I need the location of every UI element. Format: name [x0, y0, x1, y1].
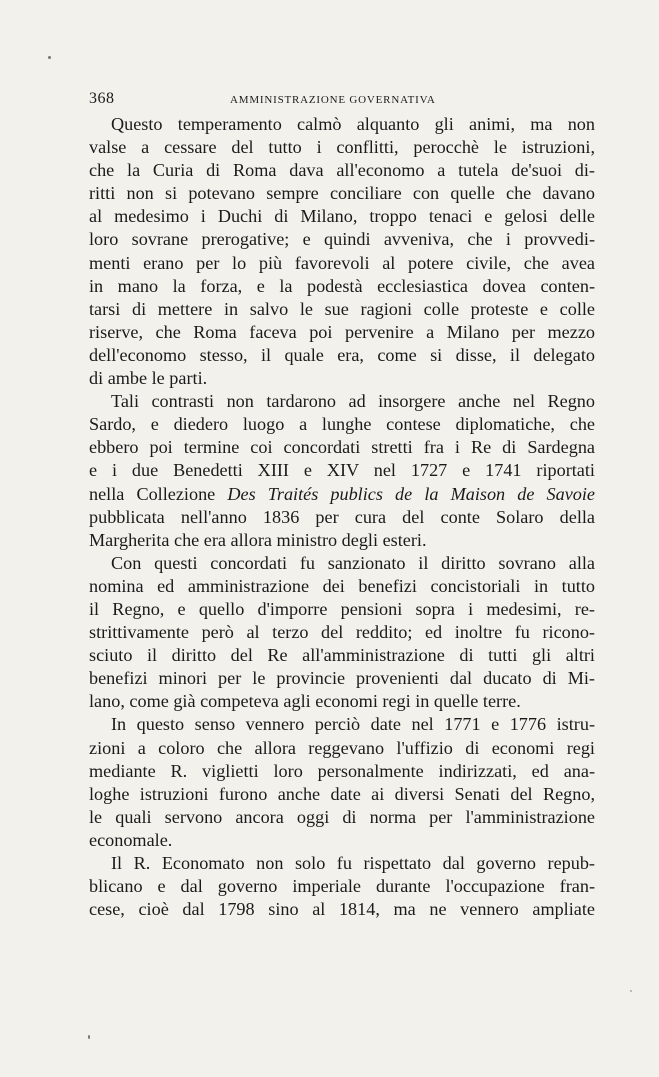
- text-line: Margherita che era allora ministro degli esteri.: [89, 529, 427, 550]
- paper-speck: [630, 990, 632, 992]
- page-number: 368: [89, 90, 115, 107]
- paper-speck: [88, 1035, 90, 1039]
- text-line: in mano la forza, e la podestà ecclesiastica dovea conten-: [89, 275, 595, 296]
- text-line: ebbero poi termine coi concordati stretti fra i Re di Sardegna: [89, 437, 595, 458]
- text-line: Il R. Economato non solo fu rispettato dal governo repub-: [111, 853, 595, 873]
- text-line: lano, come già competeva agli economi regi in quelle terre.: [89, 691, 521, 712]
- text-line: menti erano per lo più favorevoli al potere civile, che avea: [89, 252, 595, 273]
- book-title: Des Traités publics de la Maison de Savoie: [227, 483, 595, 504]
- text-line: Sardo, e diedero luogo a lunghe contese diplomatiche, che: [89, 414, 595, 435]
- text-line: riserve, che Roma faceva poi pervenire a Milano per mezzo: [89, 321, 595, 342]
- text-line: mediante R. viglietti loro personalmente indirizzati, ed ana-: [89, 760, 595, 781]
- text-line: sciuto il diritto del Re all'amministrazione di tutti gli altri: [89, 645, 595, 666]
- text-line: di ambe le parti.: [89, 368, 208, 389]
- text-line: valse a cessare del tutto i conflitti, perocchè le istruzioni,: [89, 137, 595, 158]
- text-line: ritti non si potevano sempre conciliare con quelle che davano: [89, 183, 595, 204]
- text-line: benefizi minori per le provincie provenienti dal ducato di Mi-: [89, 668, 595, 689]
- text-line: pubblicata nell'anno 1836 per cura del conte Solaro della: [89, 506, 595, 527]
- text-line: nomina ed amministrazione dei benefizi concistoriali in tutto: [89, 575, 595, 596]
- text-line: al medesimo i Duchi di Milano, troppo tenaci e gelosi delle: [89, 206, 595, 227]
- page-header: [89, 90, 595, 108]
- text-line-with-title: [89, 483, 595, 506]
- text-line: economale.: [89, 829, 173, 850]
- text-line: e i due Benedetti XIII e XIV nel 1727 e 1741 riportati: [89, 460, 595, 481]
- text-line: tarsi di mettere in salvo le sue ragioni colle proteste e colle: [89, 298, 595, 319]
- text-line: dell'economo stesso, il quale era, come si disse, il delegato: [89, 344, 595, 365]
- paper-speck: [48, 56, 51, 59]
- text-line: blicano e dal governo imperiale durante l'occupazione fran-: [89, 876, 595, 897]
- text-line: cese, cioè dal 1798 sino al 1814, ma ne vennero ampliate: [89, 899, 595, 920]
- text-line: il Regno, e quello d'imporre pensioni sopra i medesimi, re-: [89, 598, 595, 619]
- running-head: AMMINISTRAZIONE GOVERNATIVA: [230, 94, 436, 106]
- text-line: loro sovrane prerogative; e quindi avveniva, che i provvedi-: [89, 229, 595, 250]
- text-line: Tali contrasti non tardarono ad insorgere anche nel Regno: [111, 391, 595, 412]
- text-line: strittivamente però al terzo del reddito; ed inoltre fu ricono-: [89, 622, 595, 643]
- text-line: loghe istruzioni furono anche date ai diversi Senati del Regno,: [89, 783, 595, 804]
- text-line: Questo temperamento calmò alquanto gli animi, ma non: [111, 114, 595, 134]
- body-text: [89, 113, 595, 921]
- text-fragment: nella Collezione: [89, 483, 228, 504]
- text-line: Con questi concordati fu sanzionato il diritto sovrano alla: [111, 552, 595, 573]
- text-line: In questo senso vennero perciò date nel 1771 e 1776 istru-: [111, 714, 595, 735]
- text-line: le quali servono ancora oggi di norma per l'amministrazione: [89, 806, 595, 827]
- text-line: zioni a coloro che allora reggevano l'uffizio di economi regi: [89, 737, 595, 758]
- text-line: che la Curia di Roma dava all'economo a tutela de'suoi di-: [89, 160, 595, 181]
